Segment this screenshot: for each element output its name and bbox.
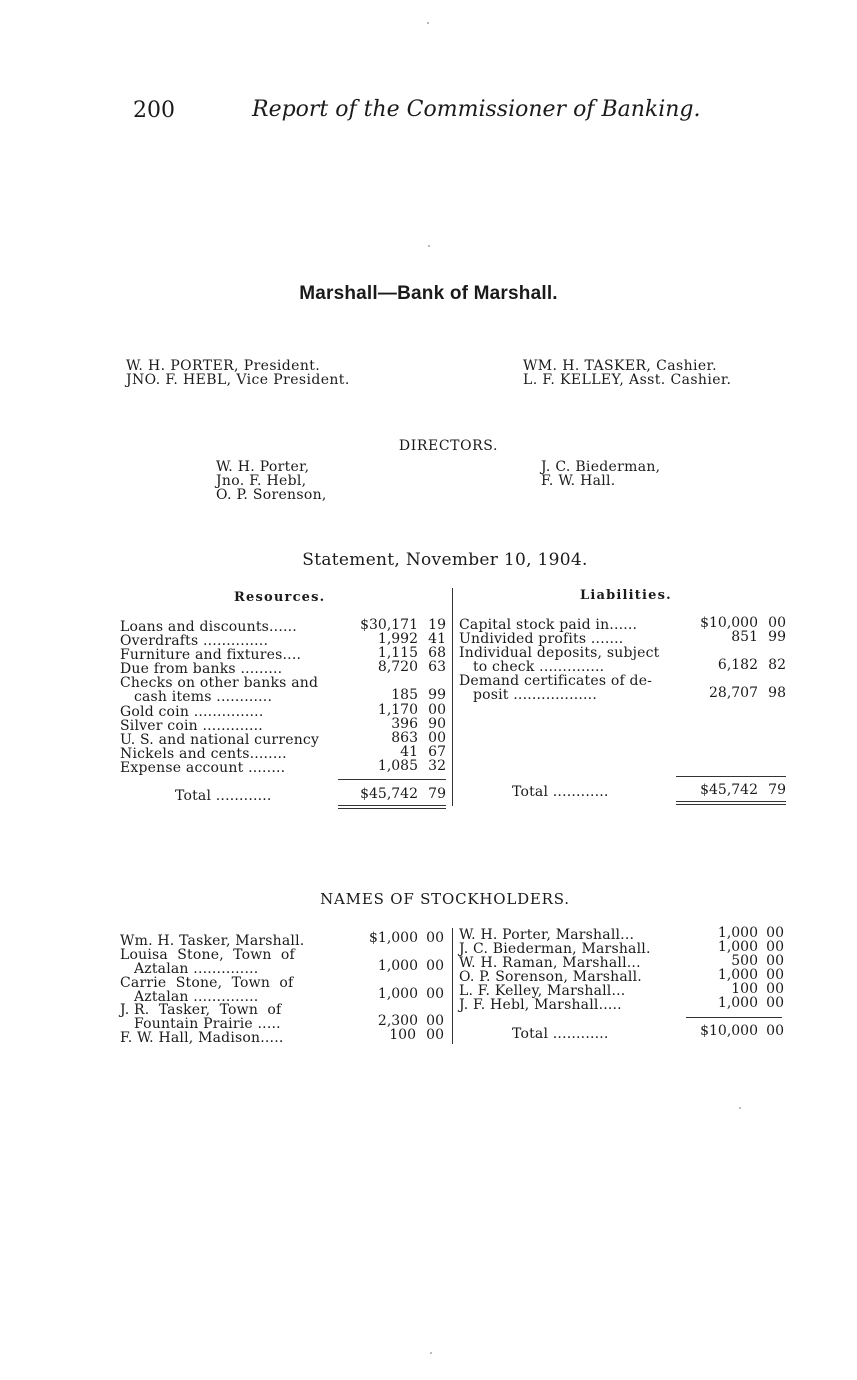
statement-title: Statement, November 10, 1904. (302, 550, 588, 570)
resources-total-rule (338, 805, 446, 806)
center-divider (452, 588, 453, 806)
resource-label: U. S. and national currency (120, 732, 320, 748)
resource-label: cash items ............ (120, 689, 273, 705)
stockholder-dollars: $1,000 (369, 930, 418, 946)
officer-line: JNO. F. HEBL, Vice President. (126, 372, 350, 388)
scan-speck (428, 245, 430, 247)
stockholders-total-cents: 00 (766, 1023, 784, 1039)
liability-cents: 00 (768, 615, 786, 631)
liabilities-total-cents: 79 (768, 782, 786, 798)
stockholder-name: Wm. H. Tasker, Marshall. (120, 933, 305, 949)
stockholder-name: O. P. Sorenson, Marshall. (459, 969, 642, 985)
stockholder-name: J. R. Tasker, Town of (120, 1002, 282, 1018)
resource-cents: 32 (428, 758, 446, 774)
liability-cents: 99 (768, 629, 786, 645)
resource-cents: 41 (428, 631, 446, 647)
stockholders-total-dollars: $10,000 (700, 1023, 758, 1039)
stockholder-dollars: 500 (731, 953, 758, 969)
liabilities-total-dollars: $45,742 (700, 782, 758, 798)
liability-label: to check .............. (459, 659, 605, 675)
director-name: F. W. Hall. (541, 473, 616, 489)
stockholder-name: W. H. Raman, Marshall... (459, 955, 641, 971)
stockholder-dollars: 2,300 (377, 1013, 418, 1029)
stockholder-cents: 00 (426, 986, 444, 1002)
stockholder-dollars: 100 (731, 981, 758, 997)
stockholder-cents: 00 (766, 967, 784, 983)
liability-dollars: 851 (731, 629, 758, 645)
stockholder-cents: 00 (426, 958, 444, 974)
resources-total-dollars: $45,742 (360, 786, 418, 802)
resource-cents: 68 (428, 645, 446, 661)
page-number: 200 (133, 98, 175, 123)
resource-dollars: 1,170 (377, 702, 418, 718)
stockholder-dollars: 1,000 (717, 967, 758, 983)
resource-label: Overdrafts .............. (120, 633, 269, 649)
directors-heading: DIRECTORS. (398, 438, 499, 454)
resources-total-label: Total ............ (175, 788, 272, 804)
resources-total-cents: 79 (428, 786, 446, 802)
stockholders-divider (452, 928, 453, 1044)
liability-dollars: $10,000 (700, 615, 758, 631)
director-name: O. P. Sorenson, (216, 487, 327, 503)
resources-heading: Resources. (234, 590, 326, 605)
liability-cents: 82 (768, 657, 786, 673)
stockholder-cents: 00 (426, 930, 444, 946)
resources-total-rule (338, 808, 446, 809)
stockholder-cents: 00 (766, 925, 784, 941)
resource-dollars: 1,085 (377, 758, 418, 774)
stockholder-name: Fountain Prairie ..... (120, 1016, 281, 1032)
resource-label: Gold coin ............... (120, 704, 264, 720)
resources-subtotal-rule (338, 779, 446, 780)
resource-dollars: 8,720 (377, 659, 418, 675)
resource-cents: 90 (428, 716, 446, 732)
stockholder-name: Carrie Stone, Town of (120, 975, 294, 991)
stockholder-cents: 00 (426, 1027, 444, 1043)
officer-line: WM. H. TASKER, Cashier. (523, 358, 717, 374)
stockholder-name: F. W. Hall, Madison..... (120, 1030, 284, 1046)
liabilities-total-rule (676, 801, 786, 802)
liability-cents: 98 (768, 685, 786, 701)
liabilities-total-rule (676, 804, 786, 805)
liability-dollars: 6,182 (717, 657, 758, 673)
scan-speck (427, 22, 429, 24)
stockholders-total-label: Total ............ (512, 1026, 609, 1042)
resource-cents: 00 (428, 702, 446, 718)
stockholders-heading: NAMES OF STOCKHOLDERS. (320, 890, 570, 908)
officer-line: W. H. PORTER, President. (126, 358, 321, 374)
resource-label: Loans and discounts...... (120, 619, 297, 635)
stockholder-dollars: 1,000 (717, 995, 758, 1011)
resource-dollars: 185 (391, 687, 418, 703)
stockholder-dollars: 100 (389, 1027, 416, 1043)
stockholder-name: J. C. Biederman, Marshall. (459, 941, 651, 957)
scan-speck (739, 1107, 741, 1109)
resource-dollars: 1,992 (377, 631, 418, 647)
liability-label: Capital stock paid in...... (459, 617, 638, 633)
liabilities-total-label: Total ............ (512, 784, 609, 800)
director-name: J. C. Biederman, (541, 459, 661, 475)
scan-speck (430, 1352, 432, 1354)
resource-cents: 19 (428, 617, 446, 633)
liabilities-subtotal-rule (676, 776, 786, 777)
resource-dollars: $30,171 (360, 617, 418, 633)
stockholder-cents: 00 (426, 1013, 444, 1029)
stockholder-name: Aztalan .............. (120, 961, 259, 977)
stockholder-cents: 00 (766, 981, 784, 997)
stockholder-name: Aztalan .............. (120, 989, 259, 1005)
stockholder-cents: 00 (766, 995, 784, 1011)
liability-label: Individual deposits, subject (459, 645, 660, 661)
stockholder-cents: 00 (766, 939, 784, 955)
resource-label: Due from banks ......... (120, 661, 283, 677)
stockholder-cents: 00 (766, 953, 784, 969)
liability-dollars: 28,707 (709, 685, 758, 701)
resource-cents: 67 (428, 744, 446, 760)
resource-label: Silver coin ............. (120, 718, 263, 734)
resource-label: Checks on other banks and (120, 675, 319, 691)
stockholder-name: W. H. Porter, Marshall... (459, 927, 635, 943)
stockholder-name: L. F. Kelley, Marshall... (459, 983, 626, 999)
stockholder-dollars: 1,000 (717, 939, 758, 955)
liability-label: Undivided profits ....... (459, 631, 624, 647)
director-name: Jno. F. Hebl, (216, 473, 307, 489)
resource-cents: 63 (428, 659, 446, 675)
resource-label: Nickels and cents........ (120, 746, 287, 762)
resource-label: Expense account ........ (120, 760, 286, 776)
resource-cents: 99 (428, 687, 446, 703)
resource-dollars: 396 (391, 716, 418, 732)
liability-label: posit .................. (459, 687, 597, 703)
bank-title: Marshall—Bank of Marshall. (299, 283, 558, 304)
resource-cents: 00 (428, 730, 446, 746)
stockholders-total-rule (686, 1017, 782, 1018)
stockholder-name: J. F. Hebl, Marshall..... (459, 997, 622, 1013)
resource-label: Furniture and fixtures.... (120, 647, 302, 663)
running-title: Report of the Commissioner of Banking. (252, 97, 701, 122)
resource-dollars: 863 (391, 730, 418, 746)
resource-dollars: 1,115 (377, 645, 418, 661)
liability-label: Demand certificates of de- (459, 673, 653, 689)
officer-line: L. F. KELLEY, Asst. Cashier. (523, 372, 732, 388)
stockholder-dollars: 1,000 (377, 958, 418, 974)
director-name: W. H. Porter, (216, 459, 310, 475)
resource-dollars: 41 (400, 744, 418, 760)
stockholder-name: Louisa Stone, Town of (120, 947, 295, 963)
stockholder-dollars: 1,000 (717, 925, 758, 941)
stockholder-dollars: 1,000 (377, 986, 418, 1002)
liabilities-heading: Liabilities. (580, 588, 672, 603)
